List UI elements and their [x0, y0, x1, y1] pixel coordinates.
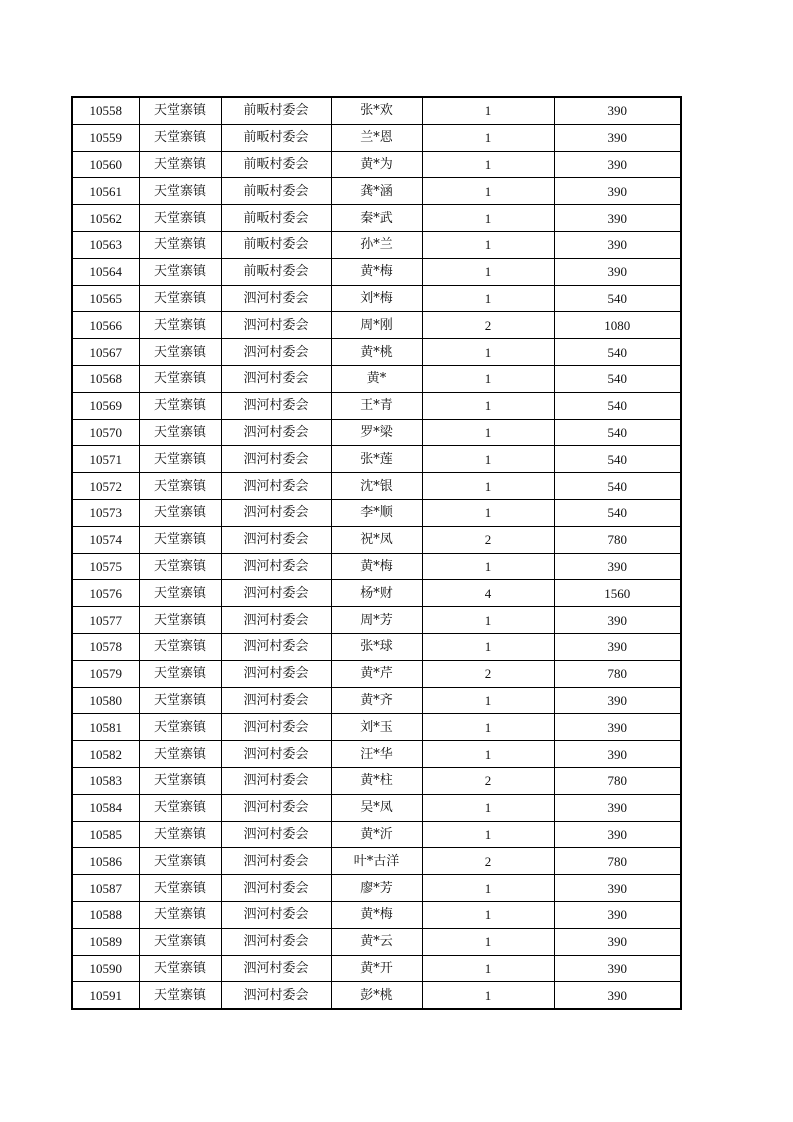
- count-cell: 2: [422, 660, 554, 687]
- amount-cell: 780: [554, 767, 681, 794]
- town-cell: 天堂寨镇: [139, 124, 221, 151]
- name-cell: 孙*兰: [331, 231, 422, 258]
- row-id-cell: 10579: [72, 660, 139, 687]
- table-row: [72, 151, 681, 178]
- count-cell: 1: [422, 473, 554, 500]
- count-cell: 1: [422, 419, 554, 446]
- village-cell: 泗河村委会: [221, 660, 331, 687]
- count-cell: 4: [422, 580, 554, 607]
- table-row: [72, 124, 681, 151]
- count-cell: 2: [422, 312, 554, 339]
- town-cell: 天堂寨镇: [139, 928, 221, 955]
- village-cell: 前畈村委会: [221, 97, 331, 124]
- town-cell: 天堂寨镇: [139, 419, 221, 446]
- town-cell: 天堂寨镇: [139, 553, 221, 580]
- name-cell: 沈*银: [331, 473, 422, 500]
- count-cell: 1: [422, 205, 554, 232]
- table-row: [72, 553, 681, 580]
- count-cell: 1: [422, 178, 554, 205]
- town-cell: 天堂寨镇: [139, 982, 221, 1009]
- count-cell: 1: [422, 741, 554, 768]
- row-id-cell: 10559: [72, 124, 139, 151]
- name-cell: 龚*涵: [331, 178, 422, 205]
- count-cell: 2: [422, 767, 554, 794]
- count-cell: 1: [422, 794, 554, 821]
- name-cell: 张*球: [331, 633, 422, 660]
- table-row: [72, 312, 681, 339]
- row-id-cell: 10565: [72, 285, 139, 312]
- village-cell: 泗河村委会: [221, 365, 331, 392]
- row-id-cell: 10588: [72, 901, 139, 928]
- town-cell: 天堂寨镇: [139, 875, 221, 902]
- town-cell: 天堂寨镇: [139, 392, 221, 419]
- village-cell: 前畈村委会: [221, 124, 331, 151]
- village-cell: 泗河村委会: [221, 633, 331, 660]
- table-row: [72, 392, 681, 419]
- amount-cell: 780: [554, 848, 681, 875]
- village-cell: 泗河村委会: [221, 473, 331, 500]
- village-cell: 泗河村委会: [221, 848, 331, 875]
- town-cell: 天堂寨镇: [139, 955, 221, 982]
- table-row: [72, 660, 681, 687]
- amount-cell: 540: [554, 419, 681, 446]
- name-cell: 彭*桃: [331, 982, 422, 1009]
- table-row: [72, 848, 681, 875]
- town-cell: 天堂寨镇: [139, 526, 221, 553]
- town-cell: 天堂寨镇: [139, 258, 221, 285]
- amount-cell: 540: [554, 446, 681, 473]
- amount-cell: 390: [554, 231, 681, 258]
- count-cell: 1: [422, 97, 554, 124]
- row-id-cell: 10581: [72, 714, 139, 741]
- table-row: [72, 339, 681, 366]
- amount-cell: 540: [554, 499, 681, 526]
- table-row: [72, 446, 681, 473]
- row-id-cell: 10591: [72, 982, 139, 1009]
- name-cell: 黄*芹: [331, 660, 422, 687]
- row-id-cell: 10569: [72, 392, 139, 419]
- name-cell: 兰*恩: [331, 124, 422, 151]
- count-cell: 1: [422, 365, 554, 392]
- row-id-cell: 10586: [72, 848, 139, 875]
- village-cell: 泗河村委会: [221, 875, 331, 902]
- amount-cell: 390: [554, 714, 681, 741]
- town-cell: 天堂寨镇: [139, 741, 221, 768]
- table-row: [72, 526, 681, 553]
- row-id-cell: 10563: [72, 231, 139, 258]
- name-cell: 罗*梁: [331, 419, 422, 446]
- table-row: [72, 473, 681, 500]
- row-id-cell: 10590: [72, 955, 139, 982]
- row-id-cell: 10562: [72, 205, 139, 232]
- amount-cell: 390: [554, 178, 681, 205]
- village-cell: 泗河村委会: [221, 794, 331, 821]
- name-cell: 黄*开: [331, 955, 422, 982]
- row-id-cell: 10564: [72, 258, 139, 285]
- name-cell: 杨*财: [331, 580, 422, 607]
- town-cell: 天堂寨镇: [139, 901, 221, 928]
- name-cell: 黄*梅: [331, 258, 422, 285]
- count-cell: 1: [422, 928, 554, 955]
- subsidy-table: [71, 96, 682, 1010]
- village-cell: 泗河村委会: [221, 607, 331, 634]
- amount-cell: 780: [554, 660, 681, 687]
- table-row: [72, 767, 681, 794]
- name-cell: 张*莲: [331, 446, 422, 473]
- table-row: [72, 499, 681, 526]
- count-cell: 1: [422, 982, 554, 1009]
- row-id-cell: 10577: [72, 607, 139, 634]
- amount-cell: 390: [554, 794, 681, 821]
- table-row: [72, 687, 681, 714]
- count-cell: 1: [422, 687, 554, 714]
- name-cell: 张*欢: [331, 97, 422, 124]
- name-cell: 黄*齐: [331, 687, 422, 714]
- village-cell: 泗河村委会: [221, 767, 331, 794]
- town-cell: 天堂寨镇: [139, 446, 221, 473]
- row-id-cell: 10580: [72, 687, 139, 714]
- name-cell: 叶*古洋: [331, 848, 422, 875]
- town-cell: 天堂寨镇: [139, 821, 221, 848]
- name-cell: 黄*梅: [331, 901, 422, 928]
- count-cell: 1: [422, 821, 554, 848]
- town-cell: 天堂寨镇: [139, 312, 221, 339]
- table-row: [72, 258, 681, 285]
- count-cell: 1: [422, 151, 554, 178]
- table-row: [72, 875, 681, 902]
- village-cell: 泗河村委会: [221, 285, 331, 312]
- amount-cell: 390: [554, 741, 681, 768]
- town-cell: 天堂寨镇: [139, 151, 221, 178]
- amount-cell: 390: [554, 821, 681, 848]
- count-cell: 2: [422, 848, 554, 875]
- amount-cell: 540: [554, 392, 681, 419]
- row-id-cell: 10573: [72, 499, 139, 526]
- count-cell: 1: [422, 231, 554, 258]
- name-cell: 祝*凤: [331, 526, 422, 553]
- village-cell: 泗河村委会: [221, 687, 331, 714]
- row-id-cell: 10558: [72, 97, 139, 124]
- town-cell: 天堂寨镇: [139, 794, 221, 821]
- row-id-cell: 10587: [72, 875, 139, 902]
- row-id-cell: 10571: [72, 446, 139, 473]
- row-id-cell: 10567: [72, 339, 139, 366]
- row-id-cell: 10574: [72, 526, 139, 553]
- amount-cell: 390: [554, 875, 681, 902]
- town-cell: 天堂寨镇: [139, 285, 221, 312]
- amount-cell: 390: [554, 955, 681, 982]
- row-id-cell: 10584: [72, 794, 139, 821]
- amount-cell: 390: [554, 633, 681, 660]
- town-cell: 天堂寨镇: [139, 365, 221, 392]
- row-id-cell: 10572: [72, 473, 139, 500]
- town-cell: 天堂寨镇: [139, 205, 221, 232]
- village-cell: 泗河村委会: [221, 741, 331, 768]
- table-row: [72, 97, 681, 124]
- count-cell: 1: [422, 714, 554, 741]
- table-row: [72, 901, 681, 928]
- town-cell: 天堂寨镇: [139, 178, 221, 205]
- village-cell: 泗河村委会: [221, 553, 331, 580]
- village-cell: 泗河村委会: [221, 526, 331, 553]
- table-row: [72, 982, 681, 1009]
- village-cell: 前畈村委会: [221, 205, 331, 232]
- village-cell: 泗河村委会: [221, 821, 331, 848]
- table-row: [72, 419, 681, 446]
- village-cell: 前畈村委会: [221, 151, 331, 178]
- town-cell: 天堂寨镇: [139, 848, 221, 875]
- village-cell: 泗河村委会: [221, 312, 331, 339]
- name-cell: 刘*玉: [331, 714, 422, 741]
- town-cell: 天堂寨镇: [139, 633, 221, 660]
- table-row: [72, 633, 681, 660]
- amount-cell: 1080: [554, 312, 681, 339]
- town-cell: 天堂寨镇: [139, 607, 221, 634]
- table-row: [72, 928, 681, 955]
- count-cell: 2: [422, 526, 554, 553]
- row-id-cell: 10582: [72, 741, 139, 768]
- village-cell: 泗河村委会: [221, 339, 331, 366]
- town-cell: 天堂寨镇: [139, 714, 221, 741]
- row-id-cell: 10568: [72, 365, 139, 392]
- row-id-cell: 10575: [72, 553, 139, 580]
- name-cell: 黄*为: [331, 151, 422, 178]
- amount-cell: 390: [554, 258, 681, 285]
- count-cell: 1: [422, 392, 554, 419]
- village-cell: 泗河村委会: [221, 901, 331, 928]
- name-cell: 周*芳: [331, 607, 422, 634]
- village-cell: 前畈村委会: [221, 258, 331, 285]
- amount-cell: 390: [554, 982, 681, 1009]
- table-row: [72, 955, 681, 982]
- row-id-cell: 10561: [72, 178, 139, 205]
- count-cell: 1: [422, 339, 554, 366]
- table-row: [72, 607, 681, 634]
- village-cell: 前畈村委会: [221, 178, 331, 205]
- row-id-cell: 10570: [72, 419, 139, 446]
- table-row: [72, 205, 681, 232]
- table-row: [72, 231, 681, 258]
- name-cell: 黄*: [331, 365, 422, 392]
- town-cell: 天堂寨镇: [139, 231, 221, 258]
- row-id-cell: 10566: [72, 312, 139, 339]
- row-id-cell: 10583: [72, 767, 139, 794]
- amount-cell: 390: [554, 97, 681, 124]
- town-cell: 天堂寨镇: [139, 660, 221, 687]
- table-row: [72, 178, 681, 205]
- name-cell: 黄*梅: [331, 553, 422, 580]
- table-body: [72, 97, 681, 1009]
- town-cell: 天堂寨镇: [139, 687, 221, 714]
- table-row: [72, 794, 681, 821]
- amount-cell: 390: [554, 151, 681, 178]
- table-row: [72, 741, 681, 768]
- village-cell: 泗河村委会: [221, 580, 331, 607]
- count-cell: 1: [422, 258, 554, 285]
- name-cell: 黄*云: [331, 928, 422, 955]
- count-cell: 1: [422, 446, 554, 473]
- village-cell: 泗河村委会: [221, 392, 331, 419]
- village-cell: 泗河村委会: [221, 419, 331, 446]
- amount-cell: 390: [554, 607, 681, 634]
- village-cell: 泗河村委会: [221, 714, 331, 741]
- name-cell: 秦*武: [331, 205, 422, 232]
- village-cell: 泗河村委会: [221, 955, 331, 982]
- village-cell: 前畈村委会: [221, 231, 331, 258]
- village-cell: 泗河村委会: [221, 928, 331, 955]
- town-cell: 天堂寨镇: [139, 97, 221, 124]
- count-cell: 1: [422, 553, 554, 580]
- name-cell: 王*青: [331, 392, 422, 419]
- count-cell: 1: [422, 955, 554, 982]
- row-id-cell: 10560: [72, 151, 139, 178]
- name-cell: 周*刚: [331, 312, 422, 339]
- count-cell: 1: [422, 607, 554, 634]
- count-cell: 1: [422, 124, 554, 151]
- table-row: [72, 821, 681, 848]
- count-cell: 1: [422, 633, 554, 660]
- amount-cell: 780: [554, 526, 681, 553]
- village-cell: 泗河村委会: [221, 446, 331, 473]
- name-cell: 李*顺: [331, 499, 422, 526]
- count-cell: 1: [422, 875, 554, 902]
- row-id-cell: 10585: [72, 821, 139, 848]
- row-id-cell: 10589: [72, 928, 139, 955]
- count-cell: 1: [422, 901, 554, 928]
- town-cell: 天堂寨镇: [139, 499, 221, 526]
- table-row: [72, 365, 681, 392]
- amount-cell: 540: [554, 285, 681, 312]
- town-cell: 天堂寨镇: [139, 767, 221, 794]
- village-cell: 泗河村委会: [221, 499, 331, 526]
- amount-cell: 540: [554, 339, 681, 366]
- name-cell: 黄*柱: [331, 767, 422, 794]
- town-cell: 天堂寨镇: [139, 473, 221, 500]
- table-row: [72, 580, 681, 607]
- name-cell: 汪*华: [331, 741, 422, 768]
- amount-cell: 390: [554, 124, 681, 151]
- amount-cell: 390: [554, 928, 681, 955]
- row-id-cell: 10576: [72, 580, 139, 607]
- name-cell: 吴*凤: [331, 794, 422, 821]
- name-cell: 刘*梅: [331, 285, 422, 312]
- name-cell: 廖*芳: [331, 875, 422, 902]
- town-cell: 天堂寨镇: [139, 580, 221, 607]
- count-cell: 1: [422, 499, 554, 526]
- name-cell: 黄*桃: [331, 339, 422, 366]
- amount-cell: 390: [554, 553, 681, 580]
- table-row: [72, 714, 681, 741]
- amount-cell: 390: [554, 205, 681, 232]
- amount-cell: 390: [554, 901, 681, 928]
- amount-cell: 1560: [554, 580, 681, 607]
- town-cell: 天堂寨镇: [139, 339, 221, 366]
- amount-cell: 540: [554, 365, 681, 392]
- name-cell: 黄*沂: [331, 821, 422, 848]
- amount-cell: 540: [554, 473, 681, 500]
- amount-cell: 390: [554, 687, 681, 714]
- count-cell: 1: [422, 285, 554, 312]
- row-id-cell: 10578: [72, 633, 139, 660]
- village-cell: 泗河村委会: [221, 982, 331, 1009]
- table-row: [72, 285, 681, 312]
